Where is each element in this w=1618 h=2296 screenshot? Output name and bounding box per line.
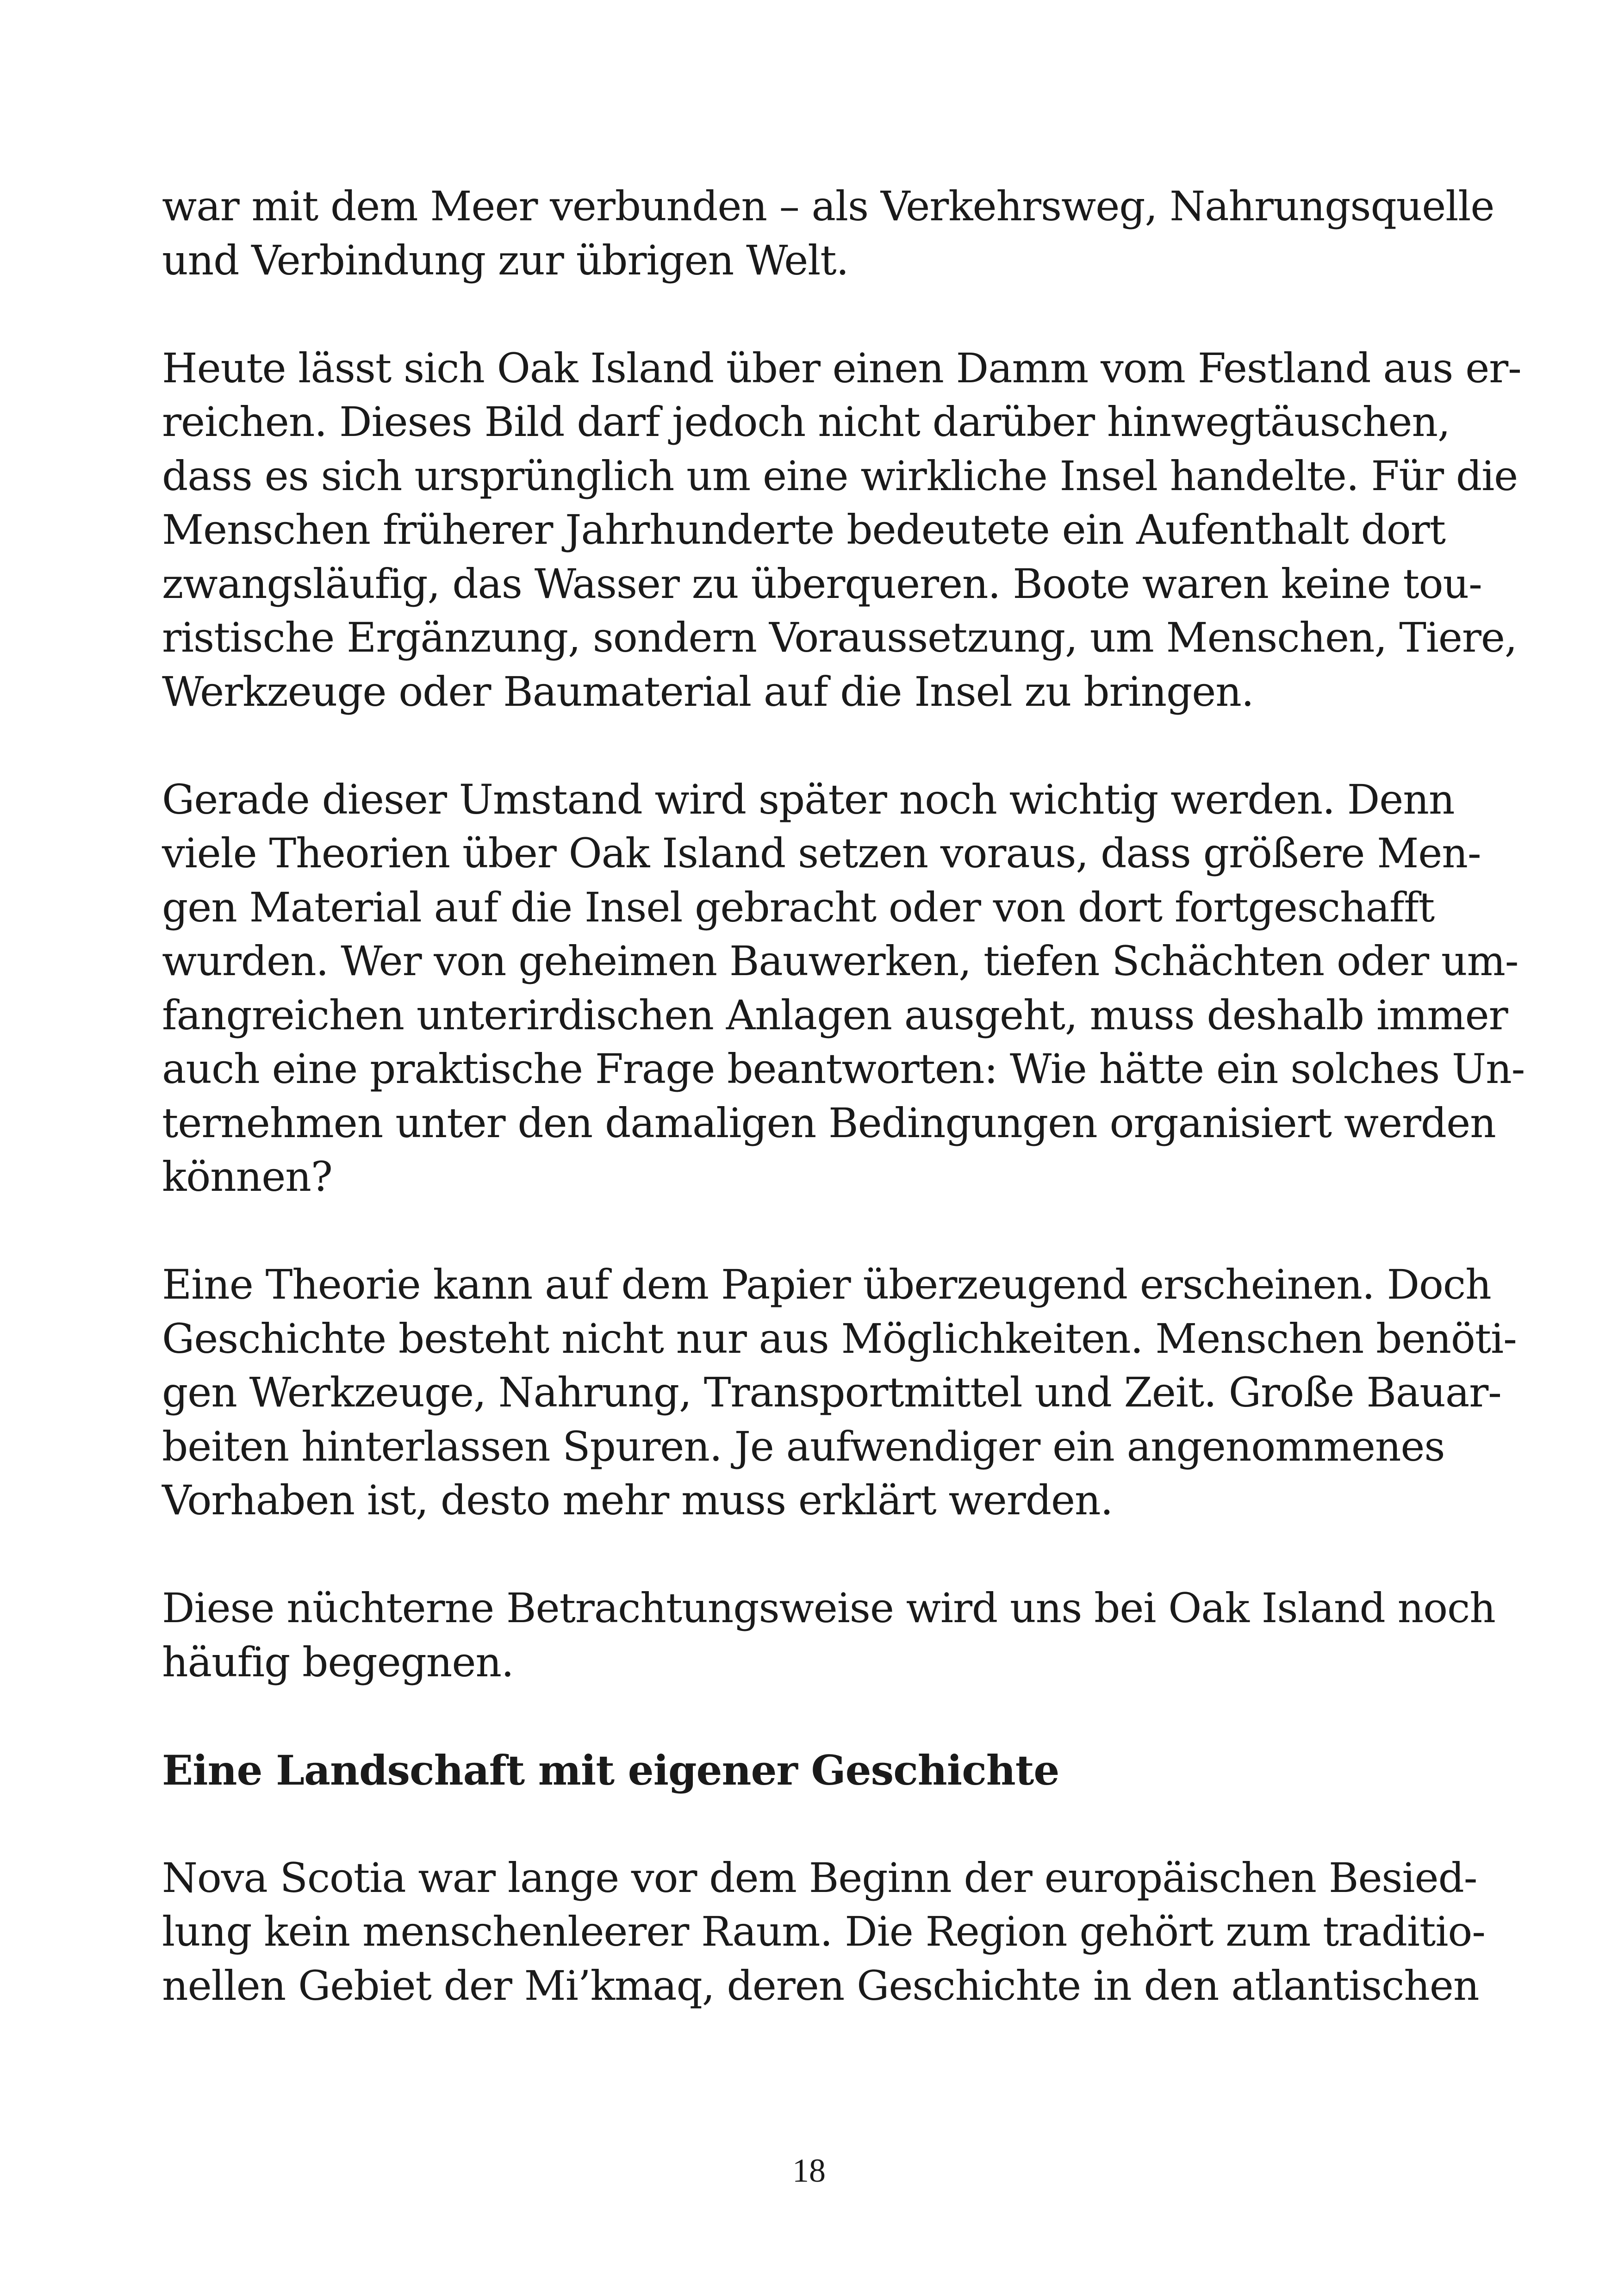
text-line: nellen Gebiet der Mi’kmaq, deren Geschichte in den atlantischen xyxy=(162,1961,1479,2010)
section-heading: Eine Landschaft mit eigener Geschichte xyxy=(162,1746,1059,1794)
text-line: Menschen früherer Jahrhunderte bedeutete ein Aufenthalt dort xyxy=(162,506,1445,554)
text-line: gen Werkzeuge, Nahrung, Transportmittel und Zeit. Große Bauar- xyxy=(162,1369,1501,1416)
text-line: Werkzeuge oder Baumaterial auf die Insel zu bringen. xyxy=(162,667,1254,716)
text-line: reichen. Dieses Bild darf jedoch nicht darüber hinwegtäuschen, xyxy=(162,398,1450,446)
text-line: Geschichte besteht nicht nur aus Möglichkeiten. Menschen benöti- xyxy=(162,1314,1517,1363)
text-line: gen Material auf die Insel gebracht oder von dort fortgeschafft xyxy=(162,883,1435,931)
paragraph-3 xyxy=(162,773,1525,1204)
text-line: häufig begegnen. xyxy=(162,1638,514,1686)
text-line: und Verbindung zur übrigen Welt. xyxy=(162,236,849,284)
text-line: fangreichen unterirdischen Anlagen ausgeht, muss deshalb immer xyxy=(162,991,1508,1039)
text-line: Heute lässt sich Oak Island über einen Damm vom Festland aus er- xyxy=(162,344,1521,392)
text-line: Eine Theorie kann auf dem Papier überzeugend erscheinen. Doch xyxy=(162,1261,1491,1308)
paragraph-1 xyxy=(162,180,1494,287)
page-body xyxy=(162,180,1525,2067)
text-line: beiten hinterlassen Spuren. Je aufwendiger ein angenommenes xyxy=(162,1422,1445,1470)
text-line: Vorhaben ist, desto mehr muss erklärt werden. xyxy=(162,1476,1113,1524)
text-line: wurden. Wer von geheimen Bauwerken, tiefen Schächten oder um- xyxy=(162,937,1518,985)
text-line: Gerade dieser Umstand wird später noch wichtig werden. Denn xyxy=(162,775,1455,823)
page-number: 18 xyxy=(792,2152,826,2189)
text-line: zwangsläufig, das Wasser zu überqueren. Boote waren keine tou- xyxy=(162,560,1482,608)
paragraph-5 xyxy=(162,1581,1495,1689)
text-line: ternehmen unter den damaligen Bedingungen organisiert werden xyxy=(162,1099,1496,1147)
text-line: viele Theorien über Oak Island setzen voraus, dass größere Men- xyxy=(162,829,1481,877)
text-line: war mit dem Meer verbunden – als Verkehrsweg, Nahrungsquelle xyxy=(162,182,1494,230)
paragraph-4 xyxy=(162,1258,1517,1528)
text-line: können? xyxy=(162,1153,332,1201)
text-line: Diese nüchterne Betrachtungsweise wird uns bei Oak Island noch xyxy=(162,1584,1495,1632)
text-line: Nova Scotia war lange vor dem Beginn der europäischen Besied- xyxy=(162,1854,1477,1902)
text-line: lung kein menschenleerer Raum. Die Region gehört zum traditio- xyxy=(162,1908,1485,1955)
paragraph-2 xyxy=(162,342,1521,719)
text-line: dass es sich ursprünglich um eine wirkliche Insel handelte. Für die xyxy=(162,452,1518,500)
text-line: ristische Ergänzung, sondern Voraussetzung, um Menschen, Tiere, xyxy=(162,614,1517,661)
section-paragraph xyxy=(162,1851,1485,2013)
text-line: auch eine praktische Frage beantworten: Wie hätte ein solches Un- xyxy=(162,1045,1525,1093)
